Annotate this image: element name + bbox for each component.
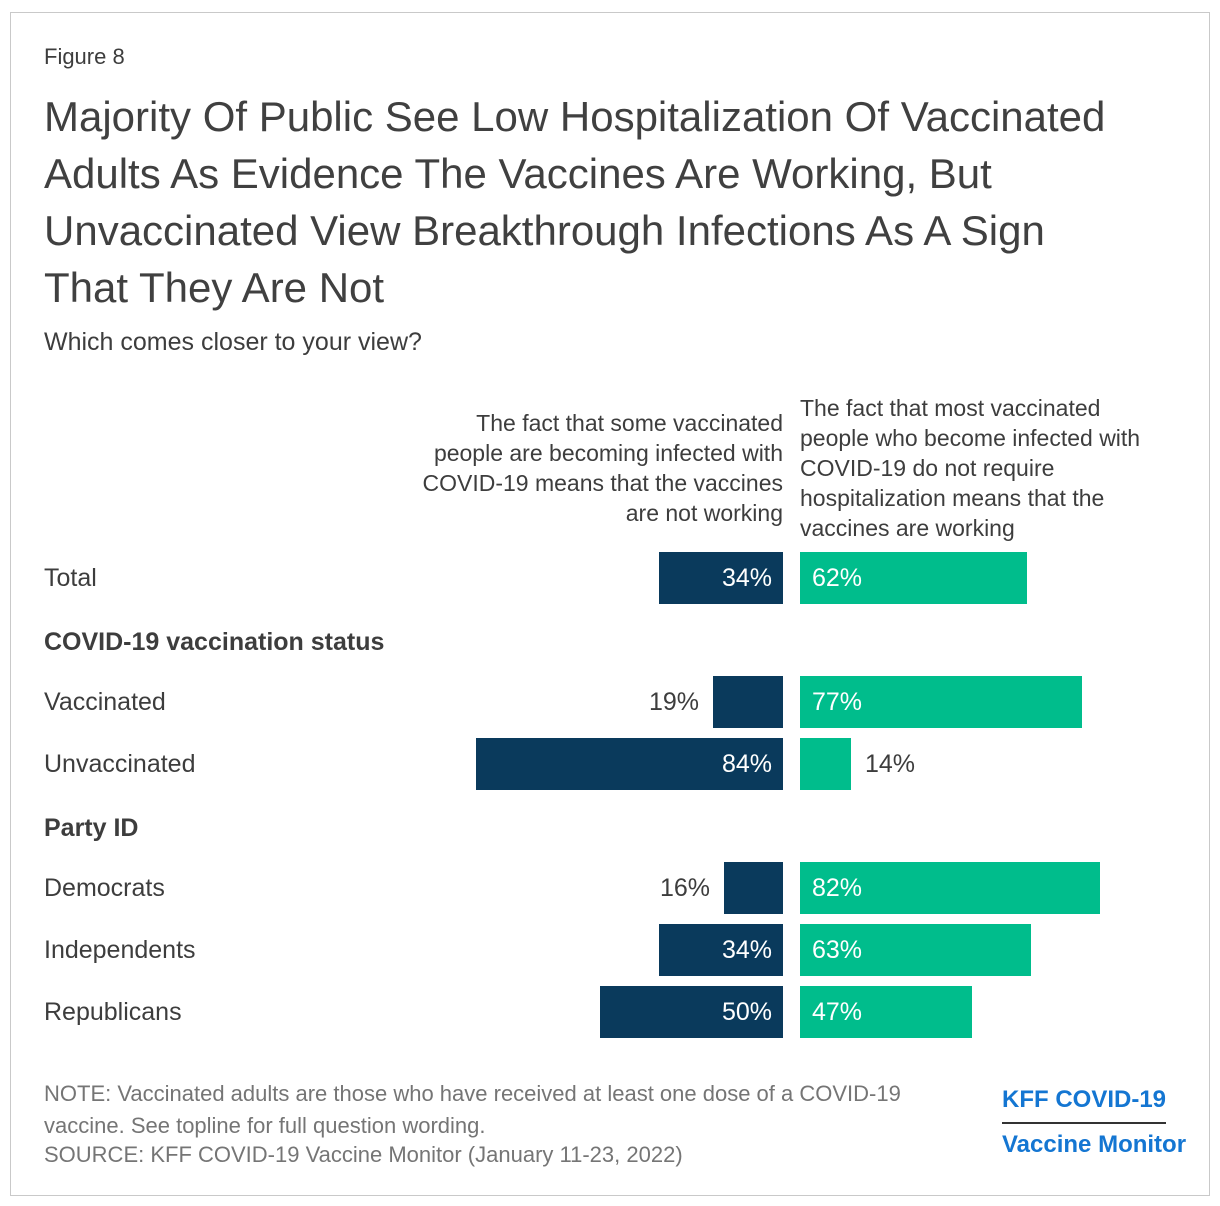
logo-line-1: KFF COVID-19	[1002, 1086, 1166, 1124]
source-text: SOURCE: KFF COVID-19 Vaccine Monitor (January 11-23, 2022)	[44, 1142, 683, 1167]
section-header-covid-19-vaccination-status: COVID-19 vaccination status	[44, 628, 385, 656]
value-label-right-democrats: 82%	[812, 873, 863, 902]
value-label-left-vaccinated: 19%	[648, 687, 699, 716]
row-label-total: Total	[44, 563, 97, 592]
page-title: Majority Of Public See Low Hospitalization Of Vaccinated Adults As Evidence The Vaccines Are Working, But Unvaccinated View Breakthrough Infections As A Sign That They Are Not	[44, 93, 1106, 311]
column-header-working: The fact that most vaccinated people who become infected with COVID-19 do not require hospitalization means that the vaccines are working	[800, 395, 1141, 541]
column-header-not-working: The fact that some vaccinated people are becoming infected with COVID-19 means that the vaccines are not working	[422, 410, 783, 526]
value-label-right-total: 62%	[812, 563, 863, 592]
value-label-right-independents: 63%	[812, 935, 863, 964]
section-header-party-id: Party ID	[44, 814, 139, 842]
kff-vaccine-monitor-logo	[1002, 1086, 1186, 1159]
value-label-left-independents: 34%	[721, 935, 772, 964]
row-label-independents: Independents	[44, 935, 196, 964]
figure-number-label: Figure 8	[44, 44, 125, 69]
value-label-left-total: 34%	[721, 563, 772, 592]
logo-line-2: Vaccine Monitor	[1002, 1131, 1187, 1158]
value-label-right-republicans: 47%	[812, 997, 863, 1026]
value-label-left-unvaccinated: 84%	[721, 749, 772, 778]
value-label-right-unvaccinated: 14%	[865, 749, 916, 778]
row-label-republicans: Republicans	[44, 997, 182, 1026]
row-label-democrats: Democrats	[44, 873, 165, 902]
footnote-text: NOTE: Vaccinated adults are those who have received at least one dose of a COVID-19 vaccine. See topline for full question wording.	[44, 1081, 901, 1138]
row-label-vaccinated: Vaccinated	[44, 687, 166, 716]
row-label-unvaccinated: Unvaccinated	[44, 749, 196, 778]
value-label-left-democrats: 16%	[659, 873, 710, 902]
value-label-right-vaccinated: 77%	[812, 687, 863, 716]
value-label-left-republicans: 50%	[721, 997, 772, 1026]
chart-subtitle-question: Which comes closer to your view?	[44, 328, 422, 356]
